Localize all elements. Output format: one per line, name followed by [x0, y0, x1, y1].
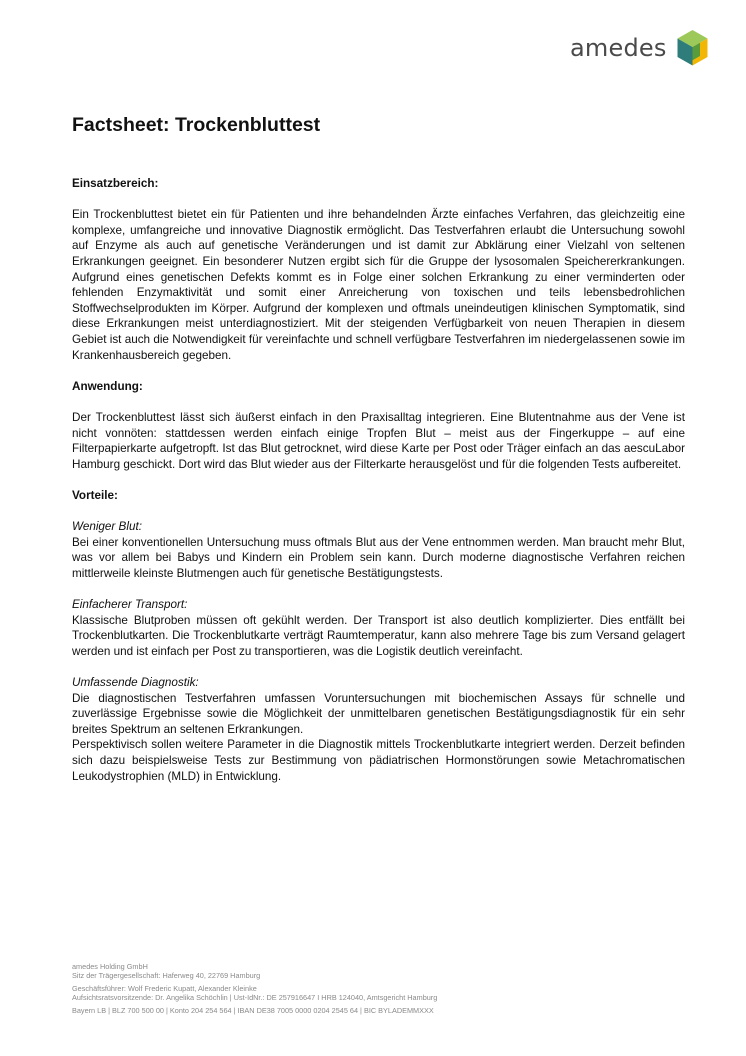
- section-heading-vorteile: Vorteile:: [72, 488, 118, 502]
- footer-board: Aufsichtsratsvorsitzende: Dr. Angelika Schöchlin | Ust-IdNr.: DE 257916647 I HRB 124040, Amtsgericht Hamburg: [72, 993, 438, 1003]
- section-heading-einsatzbereich: Einsatzbereich:: [72, 177, 159, 190]
- footer-seat: Sitz der Trägergesellschaft: Haferweg 40, 22769 Hamburg: [72, 971, 261, 981]
- footer-company: amedes Holding GmbH: [72, 962, 148, 971]
- paragraph-umfassende-diagnostik: Die diagnostischen Testverfahren umfassen Voruntersuchungen mit biochemischen Assays für schnelle und zuverlässige Ergebnisse sowie die Möglichkeit der unmittelbaren genetischen Bestätigungsdiagnostik für ein sehr breites Spektrum an seltenen Erkrankungen.: [72, 691, 685, 736]
- subheading-weniger-blut: Weniger Blut:: [72, 520, 142, 534]
- subheading-umfassende-diagnostik: Umfassende Diagnostik:: [72, 676, 199, 689]
- footer-bank: Bayern LB | BLZ 700 500 00 | Konto 204 254 564 | IBAN DE38 7005 0000 0204 2545 64 | BIC BYLADEMMXXX: [72, 1005, 434, 1015]
- paragraph-anwendung: Der Trockenbluttest lässt sich äußerst einfach in den Praxisalltag integrieren. Eine Blutentnahme aus der Vene ist nicht vonnöten: stattdessen werden einfach einige Tropfen Blut – meist aus der Fingerkuppe – auf eine Filterpapierkarte aufgetropft. Ist das Blut getrocknet, wird diese Karte per Post oder Träger einfach an das aescuLabor Hamburg geschickt. Dort wird das Blut wieder aus der Filterkarte herausgelöst und für die folgenden Tests aufbereitet.: [72, 410, 685, 471]
- section-heading-anwendung: Anwendung:: [72, 379, 143, 393]
- document-body: [72, 176, 685, 800]
- logo-wordmark: amedes: [570, 34, 667, 62]
- paragraph-perspektive: Perspektivisch sollen weitere Parameter in die Diagnostik mittels Trockenblutkarte integriert werden. Derzeit befinden sich dazu beispielsweise Tests zur Bestimmung von pädiatrischen Hormonstörungen sowie Metachromatischen Leukodystrophien (MLD) in Entwicklung.: [72, 738, 685, 783]
- paragraph-weniger-blut: Bei einer konventionellen Untersuchung muss oftmals Blut aus der Vene entnommen werden. Man braucht mehr Blut, was vor allem bei Babys und Kindern ein Problem sein kann. Durch moderne diagnostische Verfahren reichen mittlerweile kleinste Blutmengen auch für genetische Bestätigungstests.: [72, 535, 685, 580]
- paragraph-einfacherer-transport: Klassische Blutproben müssen oft gekühlt werden. Der Transport ist also deutlich komplizierter. Dies entfällt bei Trockenblutkarten. Die Trockenblutkarte verträgt Raumtemperatur, kann also mehrere Tage bis zum Versand gelagert werden und ist einfach per Post zu transportieren, was die Logistik deutlich vereinfacht.: [72, 613, 685, 658]
- page-title: Factsheet: Trockenbluttest: [72, 114, 321, 136]
- page-footer: [72, 962, 437, 1015]
- amedes-logo: [570, 29, 709, 67]
- paragraph-einsatzbereich: Ein Trockenbluttest bietet ein für Patienten und ihre behandelnden Ärzte einfaches Verfahren, das gleichzeitig eine komplexe, umfangreiche und innovative Diagnostik ermöglicht. Das Testverfahren erlaubt die Untersuchung sowohl auf Enzyme als auch auf genetische Veränderungen und ist damit zur Abklärung einer Vielzahl von seltenen Erkrankungen geeignet. Ein besonderer Nutzen ergibt sich für die Gruppe der lysosomalen Speichererkrankungen. Aufgrund eines genetischen Defekts kommt es in Folge einer solchen Erkrankung zu einer verminderten oder fehlenden Enzymaktivität und somit einer Anreicherung von toxischen und teils lebensbedrohlichen Stoffwechselprodukten im Körper. Aufgrund der komplexen und oftmals uneindeutigen klinischen Symptomatik, sind diese Erkrankungen meist unterdiagnostiziert. Mit der steigenden Verfügbarkeit von neuen Therapien in diesem Gebiet ist auch die Notwendigkeit für vereinfachte und schnell verfügbare Testverfahren im niedergelassenen sowie im Krankenhausbereich gegeben.: [72, 208, 685, 362]
- footer-managers: Geschäftsführer: Wolf Frederic Kupatt, Alexander Kleinke: [72, 983, 257, 993]
- cube-logo-icon: [676, 29, 709, 67]
- subheading-einfacherer-transport: Einfacherer Transport:: [72, 598, 188, 612]
